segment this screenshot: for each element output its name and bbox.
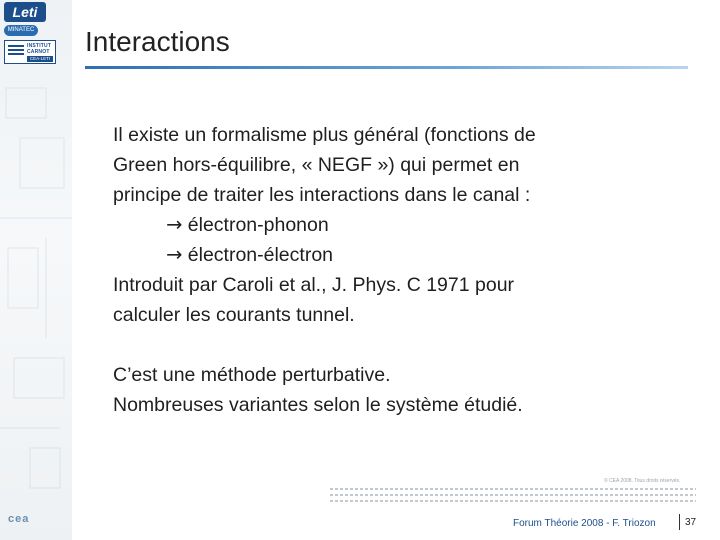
carnot-bars-icon <box>8 45 24 59</box>
copyright-notice: © CEA 2008. Tous droits réservés. <box>604 478 681 484</box>
body-line: principe de traiter les interactions dans le canal : <box>113 184 531 206</box>
carnot-logo-text <box>27 43 51 55</box>
slide-title: Interactions <box>85 26 230 57</box>
leti-logo: Leti <box>4 2 46 22</box>
body-line: Introduit par Caroli et al., J. Phys. C 1971 pour <box>113 274 515 296</box>
slide-body <box>113 120 673 420</box>
page-number: 37 <box>685 517 697 528</box>
sidebar-band <box>0 0 72 540</box>
list-item-label: électron-phonon <box>187 214 329 236</box>
body-line: calculer les courants tunnel. <box>113 304 355 326</box>
footer-divider <box>679 514 680 530</box>
body-line: Il existe un formalisme plus général (fonctions de <box>113 124 536 146</box>
body-line: Green hors-équilibre, « NEGF ») qui permet en <box>113 154 520 176</box>
list-item <box>113 240 673 270</box>
carnot-line1: INSTITUT <box>27 43 52 49</box>
carnot-line2: CARNOT <box>27 49 50 55</box>
institut-carnot-logo <box>4 40 56 64</box>
circuit-pattern-decoration <box>0 78 72 498</box>
list-item <box>113 210 673 240</box>
legal-smallprint-decoration <box>330 488 696 506</box>
title-underline <box>85 66 688 69</box>
arrow-right-icon: → <box>166 243 183 266</box>
body-line: C’est une méthode perturbative. <box>113 364 391 386</box>
carnot-band: CEA-LETI <box>27 56 53 62</box>
arrow-right-icon: → <box>166 213 183 236</box>
cea-logo: cea <box>8 513 30 525</box>
paragraph-spacer <box>113 330 673 360</box>
minatec-logo: MINATEC <box>4 25 38 36</box>
footer-label: Forum Théorie 2008 - F. Triozon <box>513 518 656 529</box>
body-line: Nombreuses variantes selon le système étudié. <box>113 394 523 416</box>
list-item-label: électron-électron <box>187 244 334 266</box>
